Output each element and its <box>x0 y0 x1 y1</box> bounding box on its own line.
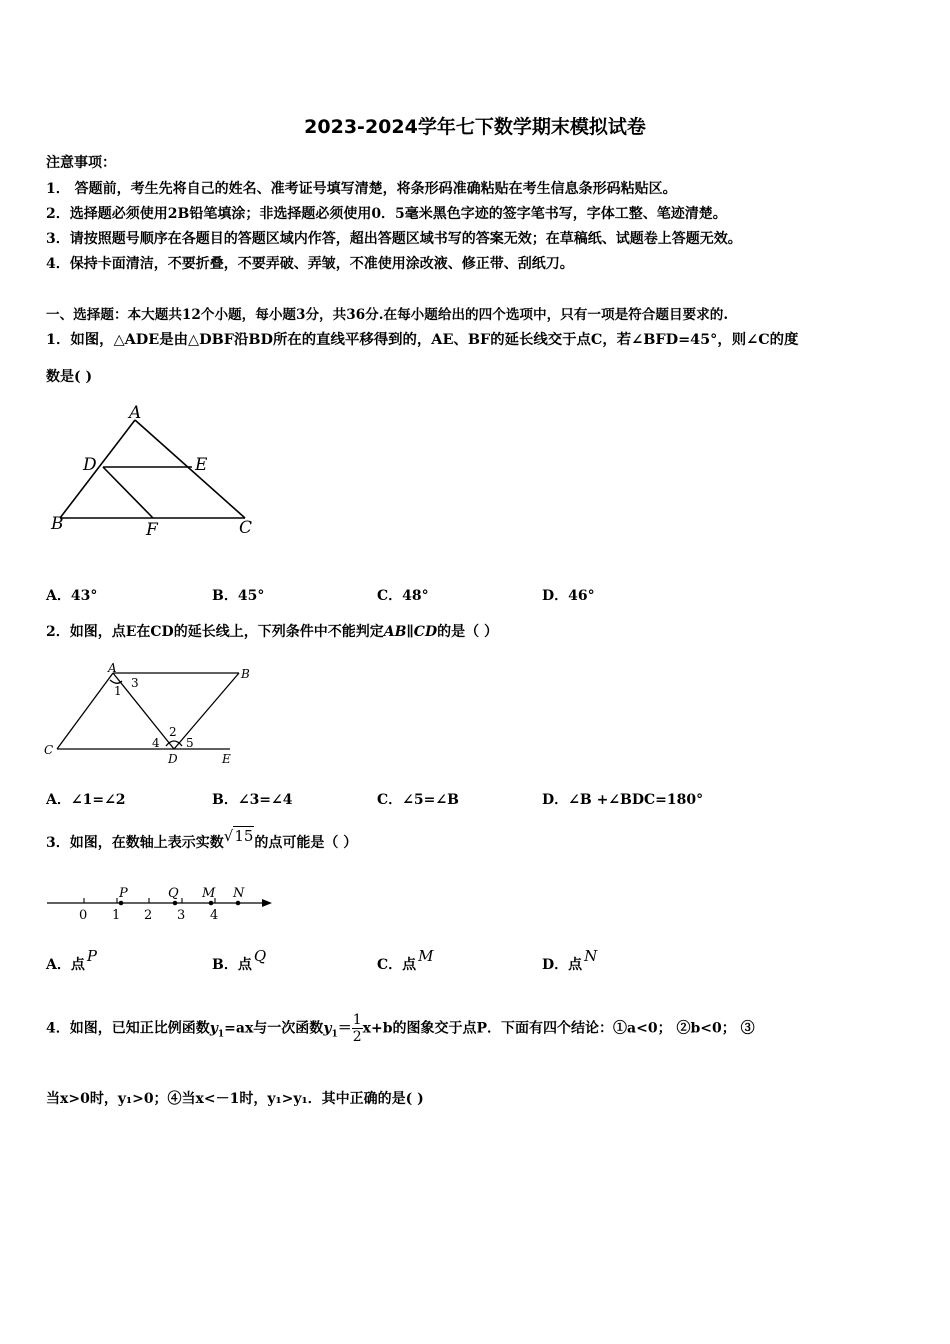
q4-stem-line1: 4．如图，已知正比例函数$y_1=ax$与一次函数$y_1=$ $\frac{1}{2}$ x+b的图象交于点P．下面有四个结论：①a<0； ②b<0； ③ <box>46 1012 755 1045</box>
notice-heading: 注意事项： <box>46 155 116 171</box>
q4-frac-num: 1 <box>352 1012 362 1028</box>
point-P <box>119 901 124 906</box>
q3-stem-suffix: 的点可能是（ ） <box>254 835 358 851</box>
point-label-N: N <box>233 886 245 901</box>
segment-AD <box>113 673 174 749</box>
q2-option-d[interactable]: D．∠B +∠BDC=180° <box>542 792 704 808</box>
q4-eq1: =ax与一次函数 <box>224 1020 324 1037</box>
notice-item-4: 4．保持卡面清洁，不要折叠，不要弄破、弄皱，不准使用涂改液、修正带、刮纸刀。 <box>46 256 574 272</box>
number-line-arrow <box>262 899 272 907</box>
q2-stem-math: AB∥CD <box>383 624 438 640</box>
q3-option-d-label: N <box>584 947 598 965</box>
q2-option-b[interactable]: B．∠3=∠4 <box>212 792 293 808</box>
q1-figure <box>45 398 275 543</box>
q3-option-b[interactable] <box>212 947 267 974</box>
q2-label-2: 2 <box>169 725 177 739</box>
q4-eq2: x+b的图象交于点P．下面有四个结论：①a<0； ②b<0； ③ <box>362 1020 755 1037</box>
q3-number-line <box>44 880 278 926</box>
tick-label-0: 0 <box>79 908 88 923</box>
q1-option-a[interactable]: A．43° <box>46 588 98 604</box>
q4-y1-b: y <box>323 1020 332 1037</box>
q2-stem-suffix: 的是（ ） <box>437 624 498 640</box>
point-M <box>209 901 214 906</box>
q2-label-4: 4 <box>152 736 160 750</box>
q2-figure <box>40 660 250 770</box>
q3-option-a-label: P <box>86 947 97 965</box>
q2-label-D: D <box>168 752 178 766</box>
q2-label-1: 1 <box>114 684 122 698</box>
q2-label-3: 3 <box>131 676 139 690</box>
tick-label-1: 1 <box>112 908 121 923</box>
q3-option-b-text: B．点 <box>212 957 252 973</box>
notice-item-3: 3．请按照题号顺序在各题目的答题区域内作答，超出答题区域书写的答案无效；在草稿纸、试题卷上答题无效。 <box>46 231 742 247</box>
q3-option-c-text: C．点 <box>377 957 417 973</box>
q4-sub1-b: 1 <box>331 1029 338 1040</box>
q3-option-a-text: A．点 <box>46 957 85 973</box>
q2-stem <box>46 621 498 641</box>
q1-label-B: B <box>51 514 64 534</box>
q3-stem <box>46 827 358 852</box>
q1-label-D: D <box>83 455 97 475</box>
q2-label-5: 5 <box>186 736 194 750</box>
q2-label-B: B <box>241 667 250 681</box>
q3-option-c-label: M <box>418 947 434 965</box>
q3-option-d[interactable] <box>542 947 598 974</box>
q2-option-a[interactable]: A．∠1=∠2 <box>46 792 126 808</box>
q4-stem-line2: 当x>0时，y₁>0；④当x<－1时，y₁>y₁．其中正确的是( ) <box>46 1091 424 1107</box>
q1-label-E: E <box>195 455 208 475</box>
notice-item-2: 2．选择题必须使用2B铅笔填涂；非选择题必须使用0．5毫米黑色字迹的签字笔书写，字体工整、笔迹清楚。 <box>46 206 727 222</box>
q2-label-C: C <box>44 743 54 757</box>
q4-fraction <box>352 1012 363 1045</box>
q1-option-b[interactable]: B．45° <box>212 588 265 604</box>
q3-radicand: 15 <box>234 827 254 845</box>
point-label-Q: Q <box>168 886 179 901</box>
q3-sqrt: √15 <box>223 827 254 845</box>
point-Q <box>173 901 178 906</box>
q1-label-C: C <box>239 518 253 538</box>
section-heading: 一、选择题：本大题共12个小题，每小题3分，共36分.在每小题给出的四个选项中，只有一项是符合题目要求的. <box>46 307 729 323</box>
number-line-ticks <box>84 898 215 903</box>
q1-option-c[interactable]: C．48° <box>377 588 429 604</box>
q4-frac-den: 2 <box>352 1029 362 1045</box>
q2-option-c[interactable]: C．∠5=∠B <box>377 792 459 808</box>
q1-label-F: F <box>146 520 158 540</box>
q1-label-A: A <box>129 403 142 423</box>
tick-label-4: 4 <box>210 908 219 923</box>
q1-option-d[interactable]: D．46° <box>542 588 595 604</box>
segment-AB <box>60 420 135 518</box>
q1-stem-line1: 1．如图，△ADE是由△DBF沿BD所在的直线平移得到的，AE、BF的延长线交于点C，若∠BFD=45°，则∠C的度 <box>46 331 799 348</box>
point-label-M: M <box>202 886 216 901</box>
q4-sub1-a: 1 <box>217 1029 225 1040</box>
q4-part1: 4．如图，已知正比例函数 <box>46 1020 210 1037</box>
segment-AC <box>57 673 113 749</box>
tick-label-2: 2 <box>144 908 153 923</box>
q3-option-a[interactable] <box>46 947 97 974</box>
q1-stem-line2: 数是( ) <box>46 369 93 385</box>
point-label-P: P <box>119 886 128 901</box>
q3-option-b-label: Q <box>253 947 267 965</box>
point-N <box>236 901 241 906</box>
q2-stem-prefix: 2．如图，点E在CD的延长线上，下列条件中不能判定 <box>46 624 384 640</box>
q4-y1-a: y <box>209 1020 218 1037</box>
page-title: 2023-2024学年七下数学期末模拟试卷 <box>304 116 646 138</box>
q2-label-E: E <box>222 752 231 766</box>
q3-option-c[interactable] <box>377 947 434 974</box>
q3-option-d-text: D．点 <box>542 957 583 973</box>
segment-BD <box>174 673 239 749</box>
tick-label-3: 3 <box>177 908 186 923</box>
angle-arc-A <box>110 680 122 683</box>
q2-figure-lines <box>57 673 239 749</box>
segment-AC <box>135 420 245 518</box>
notice-item-1: 1． 答题前，考生先将自己的姓名、准考证号填写清楚，将条形码准确粘贴在考生信息条形码粘贴区。 <box>46 181 677 197</box>
segment-DF <box>103 467 153 518</box>
q2-label-A: A <box>108 661 117 675</box>
q3-stem-prefix: 3．如图，在数轴上表示实数 <box>46 835 224 851</box>
